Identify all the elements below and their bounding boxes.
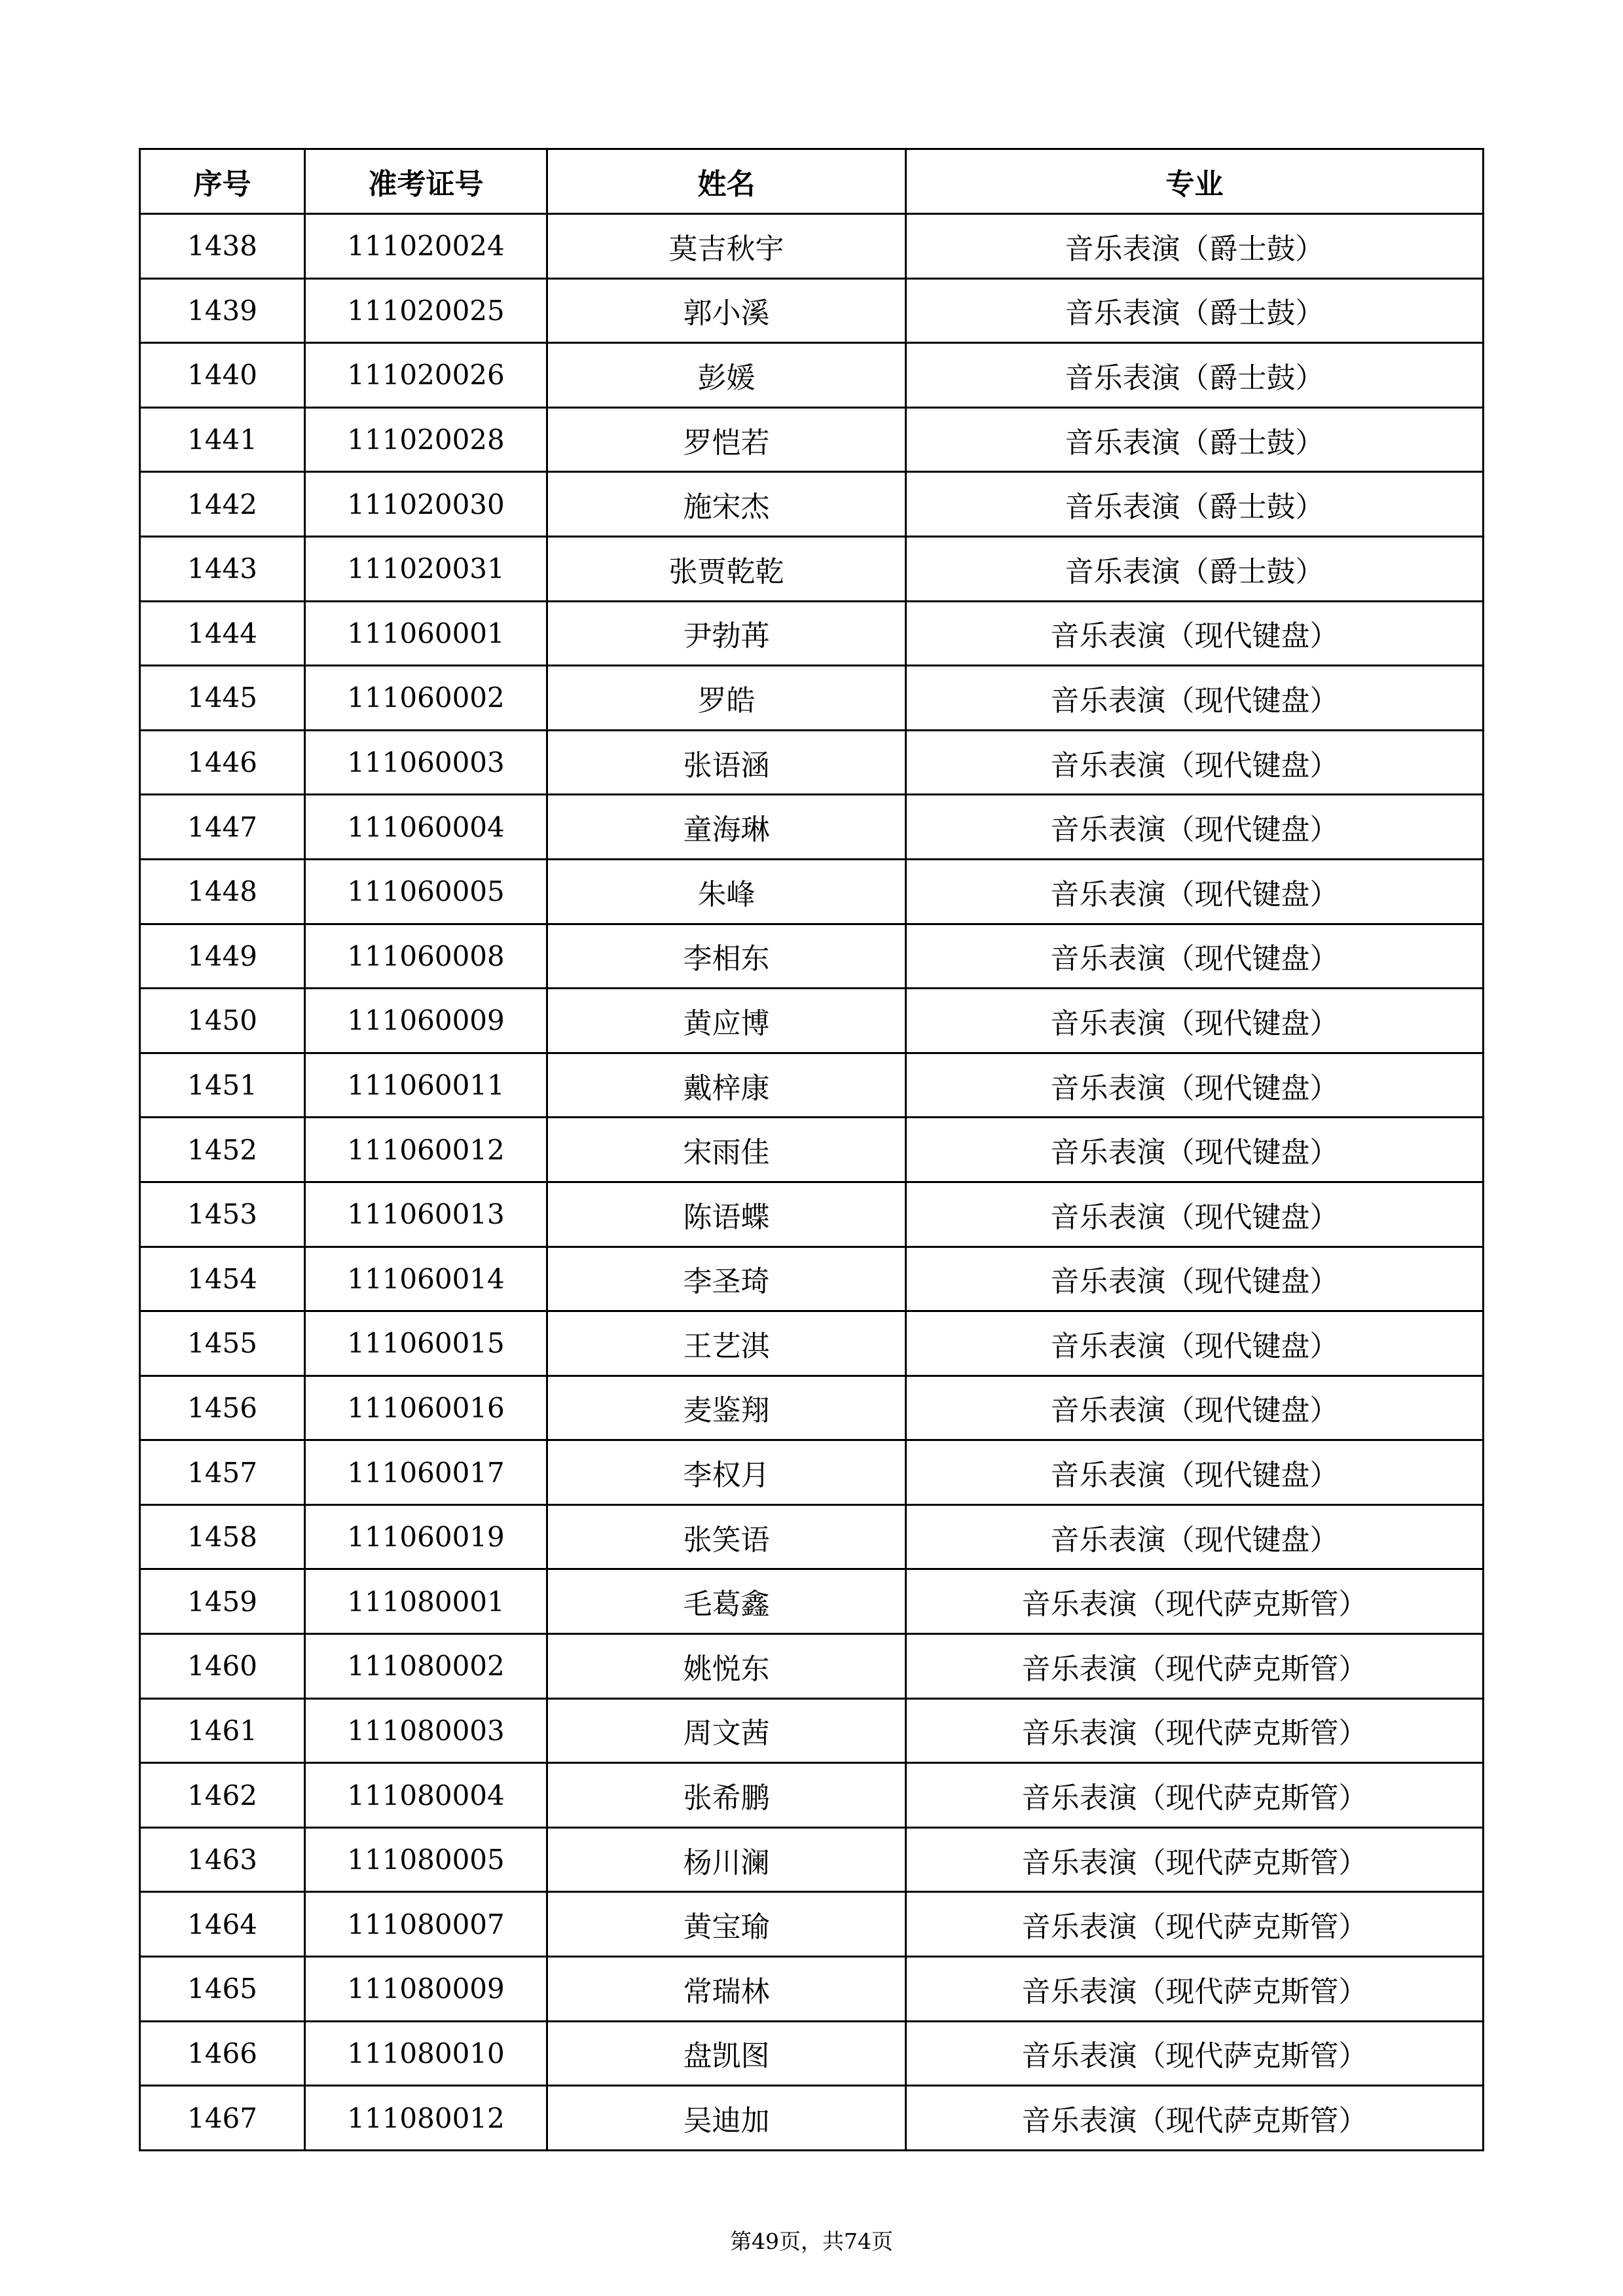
name-cell: 杨川澜 bbox=[547, 1827, 906, 1892]
footer-total-pages: 74 bbox=[844, 2229, 871, 2254]
name-cell: 张希鹏 bbox=[547, 1763, 906, 1828]
exam-id-cell: 111060014 bbox=[305, 1247, 547, 1311]
table-row bbox=[140, 1569, 1484, 1634]
exam-id-cell: 111080010 bbox=[305, 2021, 547, 2086]
name-cell: 尹勃苒 bbox=[547, 601, 906, 666]
header-serial-number: 序号 bbox=[140, 149, 305, 214]
name-cell: 麦鉴翔 bbox=[547, 1376, 906, 1440]
name-cell: 王艺淇 bbox=[547, 1311, 906, 1376]
exam-id-cell: 111020028 bbox=[305, 407, 547, 472]
exam-id-cell: 111020031 bbox=[305, 536, 547, 601]
major-cell: 音乐表演（现代萨克斯管） bbox=[906, 2086, 1484, 2151]
serial-number-cell: 1440 bbox=[140, 343, 305, 408]
serial-number-cell: 1450 bbox=[140, 989, 305, 1053]
major-cell: 音乐表演（现代萨克斯管） bbox=[906, 1763, 1484, 1828]
admission-list-table bbox=[139, 148, 1484, 2151]
name-cell: 罗皓 bbox=[547, 666, 906, 731]
table-row bbox=[140, 1053, 1484, 1118]
serial-number-cell: 1460 bbox=[140, 1634, 305, 1699]
exam-id-cell: 111020026 bbox=[305, 343, 547, 408]
exam-id-cell: 111080001 bbox=[305, 1569, 547, 1634]
major-cell: 音乐表演（爵士鼓） bbox=[906, 278, 1484, 343]
table-row bbox=[140, 2021, 1484, 2086]
major-cell: 音乐表演（现代键盘） bbox=[906, 601, 1484, 666]
major-cell: 音乐表演（爵士鼓） bbox=[906, 407, 1484, 472]
major-cell: 音乐表演（爵士鼓） bbox=[906, 343, 1484, 408]
exam-id-cell: 111080004 bbox=[305, 1763, 547, 1828]
serial-number-cell: 1455 bbox=[140, 1311, 305, 1376]
page-footer bbox=[0, 2225, 1623, 2255]
exam-id-cell: 111060001 bbox=[305, 601, 547, 666]
name-cell: 罗恺若 bbox=[547, 407, 906, 472]
serial-number-cell: 1452 bbox=[140, 1118, 305, 1182]
major-cell: 音乐表演（现代键盘） bbox=[906, 1118, 1484, 1182]
name-cell: 李相东 bbox=[547, 924, 906, 989]
serial-number-cell: 1451 bbox=[140, 1053, 305, 1118]
major-cell: 音乐表演（现代键盘） bbox=[906, 730, 1484, 795]
table-row bbox=[140, 1376, 1484, 1440]
major-cell: 音乐表演（现代键盘） bbox=[906, 1376, 1484, 1440]
name-cell: 盘凯图 bbox=[547, 2021, 906, 2086]
major-cell: 音乐表演（现代键盘） bbox=[906, 1182, 1484, 1247]
table-row bbox=[140, 343, 1484, 408]
header-exam-id: 准考证号 bbox=[305, 149, 547, 214]
table-row bbox=[140, 1182, 1484, 1247]
exam-id-cell: 111080003 bbox=[305, 1698, 547, 1763]
major-cell: 音乐表演（现代键盘） bbox=[906, 666, 1484, 731]
serial-number-cell: 1438 bbox=[140, 214, 305, 279]
table-row bbox=[140, 536, 1484, 601]
major-cell: 音乐表演（现代萨克斯管） bbox=[906, 1892, 1484, 1957]
major-cell: 音乐表演（现代萨克斯管） bbox=[906, 1698, 1484, 1763]
table-row bbox=[140, 795, 1484, 860]
major-cell: 音乐表演（现代键盘） bbox=[906, 989, 1484, 1053]
name-cell: 朱峰 bbox=[547, 859, 906, 924]
table-row bbox=[140, 1440, 1484, 1505]
serial-number-cell: 1454 bbox=[140, 1247, 305, 1311]
exam-id-cell: 111080007 bbox=[305, 1892, 547, 1957]
serial-number-cell: 1446 bbox=[140, 730, 305, 795]
serial-number-cell: 1456 bbox=[140, 1376, 305, 1440]
table-row bbox=[140, 1892, 1484, 1957]
table-row bbox=[140, 1247, 1484, 1311]
exam-id-cell: 111060019 bbox=[305, 1504, 547, 1569]
major-cell: 音乐表演（现代萨克斯管） bbox=[906, 1827, 1484, 1892]
table-row bbox=[140, 1504, 1484, 1569]
serial-number-cell: 1463 bbox=[140, 1827, 305, 1892]
table-header bbox=[140, 149, 1484, 214]
table-row bbox=[140, 1827, 1484, 1892]
name-cell: 毛葛鑫 bbox=[547, 1569, 906, 1634]
header-row bbox=[140, 149, 1484, 214]
table-row bbox=[140, 924, 1484, 989]
serial-number-cell: 1439 bbox=[140, 278, 305, 343]
exam-id-cell: 111020025 bbox=[305, 278, 547, 343]
table-row bbox=[140, 214, 1484, 279]
exam-id-cell: 111060017 bbox=[305, 1440, 547, 1505]
table-row bbox=[140, 730, 1484, 795]
table-row bbox=[140, 472, 1484, 537]
exam-id-cell: 111060004 bbox=[305, 795, 547, 860]
exam-id-cell: 111080002 bbox=[305, 1634, 547, 1699]
footer-suffix: 页 bbox=[871, 2229, 893, 2254]
major-cell: 音乐表演（现代键盘） bbox=[906, 924, 1484, 989]
serial-number-cell: 1461 bbox=[140, 1698, 305, 1763]
major-cell: 音乐表演（现代萨克斯管） bbox=[906, 2021, 1484, 2086]
serial-number-cell: 1453 bbox=[140, 1182, 305, 1247]
major-cell: 音乐表演（现代萨克斯管） bbox=[906, 1569, 1484, 1634]
name-cell: 常瑞林 bbox=[547, 1957, 906, 2022]
serial-number-cell: 1444 bbox=[140, 601, 305, 666]
serial-number-cell: 1465 bbox=[140, 1957, 305, 2022]
header-name: 姓名 bbox=[547, 149, 906, 214]
serial-number-cell: 1458 bbox=[140, 1504, 305, 1569]
major-cell: 音乐表演（爵士鼓） bbox=[906, 214, 1484, 279]
serial-number-cell: 1445 bbox=[140, 666, 305, 731]
serial-number-cell: 1466 bbox=[140, 2021, 305, 2086]
major-cell: 音乐表演（现代键盘） bbox=[906, 795, 1484, 860]
serial-number-cell: 1462 bbox=[140, 1763, 305, 1828]
name-cell: 彭媛 bbox=[547, 343, 906, 408]
header-major: 专业 bbox=[906, 149, 1484, 214]
name-cell: 童海琳 bbox=[547, 795, 906, 860]
major-cell: 音乐表演（现代键盘） bbox=[906, 1311, 1484, 1376]
table-row bbox=[140, 407, 1484, 472]
serial-number-cell: 1449 bbox=[140, 924, 305, 989]
name-cell: 吴迪加 bbox=[547, 2086, 906, 2151]
table-row bbox=[140, 2086, 1484, 2151]
name-cell: 戴梓康 bbox=[547, 1053, 906, 1118]
table-row bbox=[140, 1957, 1484, 2022]
serial-number-cell: 1447 bbox=[140, 795, 305, 860]
major-cell: 音乐表演（爵士鼓） bbox=[906, 536, 1484, 601]
exam-id-cell: 111060012 bbox=[305, 1118, 547, 1182]
major-cell: 音乐表演（现代萨克斯管） bbox=[906, 1634, 1484, 1699]
table-row bbox=[140, 859, 1484, 924]
exam-id-cell: 111060011 bbox=[305, 1053, 547, 1118]
footer-page-number: 49 bbox=[752, 2229, 779, 2254]
table-row bbox=[140, 1698, 1484, 1763]
major-cell: 音乐表演（现代键盘） bbox=[906, 1053, 1484, 1118]
exam-id-cell: 111020030 bbox=[305, 472, 547, 537]
exam-id-cell: 111060005 bbox=[305, 859, 547, 924]
exam-id-cell: 111080012 bbox=[305, 2086, 547, 2151]
exam-id-cell: 111080005 bbox=[305, 1827, 547, 1892]
name-cell: 郭小溪 bbox=[547, 278, 906, 343]
exam-id-cell: 111060009 bbox=[305, 989, 547, 1053]
serial-number-cell: 1464 bbox=[140, 1892, 305, 1957]
table-row bbox=[140, 1763, 1484, 1828]
table-row bbox=[140, 989, 1484, 1053]
name-cell: 施宋杰 bbox=[547, 472, 906, 537]
major-cell: 音乐表演（爵士鼓） bbox=[906, 472, 1484, 537]
table-row bbox=[140, 1118, 1484, 1182]
name-cell: 张笑语 bbox=[547, 1504, 906, 1569]
serial-number-cell: 1457 bbox=[140, 1440, 305, 1505]
exam-id-cell: 111080009 bbox=[305, 1957, 547, 2022]
name-cell: 黄宝瑜 bbox=[547, 1892, 906, 1957]
name-cell: 宋雨佳 bbox=[547, 1118, 906, 1182]
exam-id-cell: 111060003 bbox=[305, 730, 547, 795]
name-cell: 姚悦东 bbox=[547, 1634, 906, 1699]
name-cell: 张贾乾乾 bbox=[547, 536, 906, 601]
name-cell: 张语涵 bbox=[547, 730, 906, 795]
serial-number-cell: 1443 bbox=[140, 536, 305, 601]
major-cell: 音乐表演（现代键盘） bbox=[906, 1440, 1484, 1505]
major-cell: 音乐表演（现代键盘） bbox=[906, 1504, 1484, 1569]
exam-id-cell: 111020024 bbox=[305, 214, 547, 279]
name-cell: 李圣琦 bbox=[547, 1247, 906, 1311]
table-body bbox=[140, 214, 1484, 2151]
major-cell: 音乐表演（现代萨克斯管） bbox=[906, 1957, 1484, 2022]
footer-prefix: 第 bbox=[730, 2229, 752, 2254]
table-row bbox=[140, 278, 1484, 343]
table-row bbox=[140, 666, 1484, 731]
exam-id-cell: 111060008 bbox=[305, 924, 547, 989]
table-row bbox=[140, 1311, 1484, 1376]
name-cell: 李权月 bbox=[547, 1440, 906, 1505]
table-row bbox=[140, 601, 1484, 666]
major-cell: 音乐表演（现代键盘） bbox=[906, 1247, 1484, 1311]
exam-id-cell: 111060002 bbox=[305, 666, 547, 731]
exam-id-cell: 111060015 bbox=[305, 1311, 547, 1376]
exam-id-cell: 111060016 bbox=[305, 1376, 547, 1440]
serial-number-cell: 1448 bbox=[140, 859, 305, 924]
table-row bbox=[140, 1634, 1484, 1699]
serial-number-cell: 1442 bbox=[140, 472, 305, 537]
major-cell: 音乐表演（现代键盘） bbox=[906, 859, 1484, 924]
name-cell: 周文茜 bbox=[547, 1698, 906, 1763]
footer-middle: 页，共 bbox=[779, 2229, 844, 2254]
exam-id-cell: 111060013 bbox=[305, 1182, 547, 1247]
name-cell: 莫吉秋宇 bbox=[547, 214, 906, 279]
name-cell: 陈语蝶 bbox=[547, 1182, 906, 1247]
name-cell: 黄应博 bbox=[547, 989, 906, 1053]
serial-number-cell: 1467 bbox=[140, 2086, 305, 2151]
serial-number-cell: 1441 bbox=[140, 407, 305, 472]
serial-number-cell: 1459 bbox=[140, 1569, 305, 1634]
